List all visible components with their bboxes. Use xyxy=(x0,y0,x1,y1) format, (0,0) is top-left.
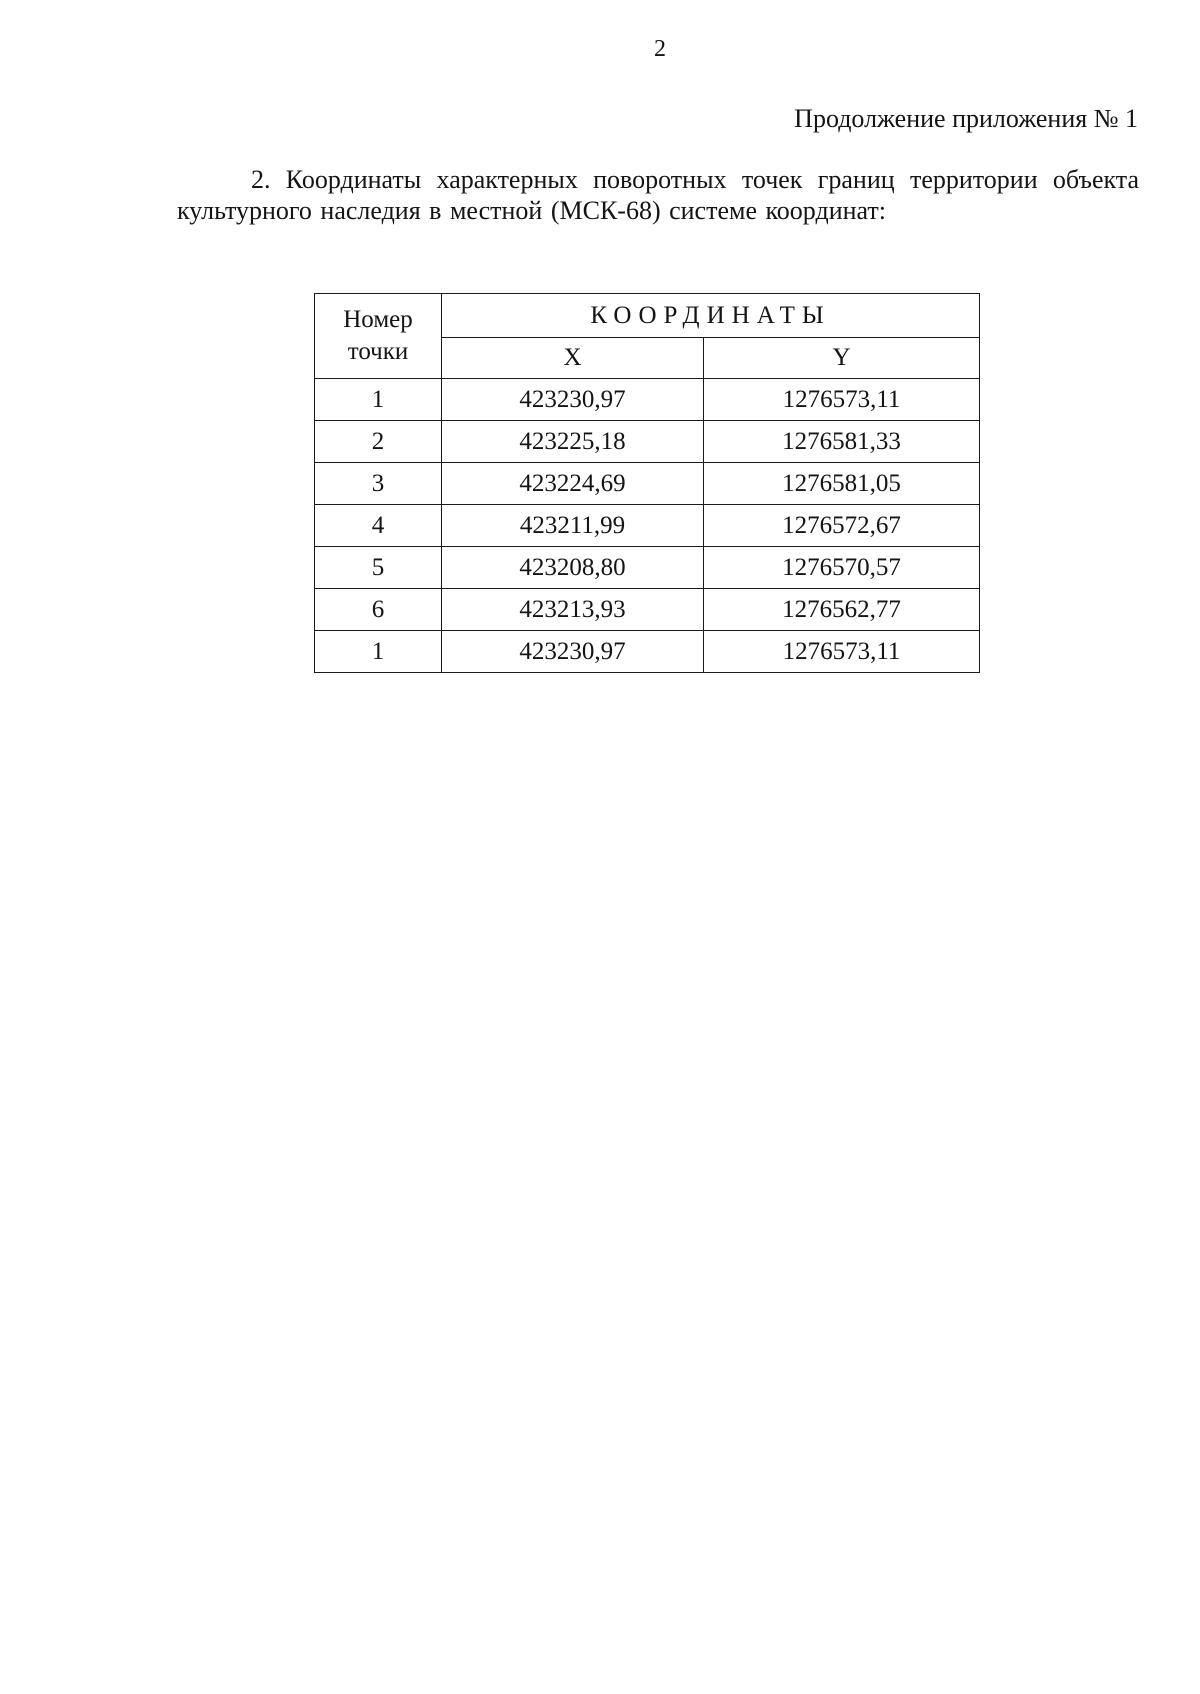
point-header-line2: точки xyxy=(347,338,409,365)
x-cell: 423211,99 xyxy=(442,505,704,547)
coordinates-group-header: КООРДИНАТЫ xyxy=(442,294,980,338)
appendix-note: Продолжение приложения № 1 xyxy=(794,104,1138,133)
table-row xyxy=(315,589,980,631)
x-cell: 423230,97 xyxy=(442,631,704,673)
y-column-header: Y xyxy=(704,338,980,379)
x-cell: 423225,18 xyxy=(442,421,704,463)
x-cell: 423224,69 xyxy=(442,463,704,505)
table-row xyxy=(315,547,980,589)
y-cell: 1276573,11 xyxy=(704,631,980,673)
table-row xyxy=(315,631,980,673)
x-cell: 423230,97 xyxy=(442,379,704,421)
point-cell: 2 xyxy=(315,421,442,463)
point-cell: 4 xyxy=(315,505,442,547)
table-row xyxy=(315,505,980,547)
x-cell: 423208,80 xyxy=(442,547,704,589)
page-number: 2 xyxy=(654,36,666,62)
y-cell: 1276581,05 xyxy=(704,463,980,505)
x-cell: 423213,93 xyxy=(442,589,704,631)
table-row xyxy=(315,421,980,463)
y-cell: 1276570,57 xyxy=(704,547,980,589)
point-number-header xyxy=(315,294,442,379)
y-cell: 1276573,11 xyxy=(704,379,980,421)
table-row xyxy=(315,379,980,421)
point-cell: 1 xyxy=(315,379,442,421)
y-cell: 1276572,67 xyxy=(704,505,980,547)
point-cell: 6 xyxy=(315,589,442,631)
point-header-line1: Номер xyxy=(343,306,413,333)
intro-paragraph: 2. Координаты характерных поворотных точек границ территории объекта культурного наследия в местной (МСК-68) системе координат: xyxy=(177,165,1139,225)
point-cell: 3 xyxy=(315,463,442,505)
y-cell: 1276581,33 xyxy=(704,421,980,463)
y-cell: 1276562,77 xyxy=(704,589,980,631)
table-row xyxy=(315,463,980,505)
coordinates-table xyxy=(314,293,980,673)
point-cell: 5 xyxy=(315,547,442,589)
point-cell: 1 xyxy=(315,631,442,673)
x-column-header: X xyxy=(442,338,704,379)
